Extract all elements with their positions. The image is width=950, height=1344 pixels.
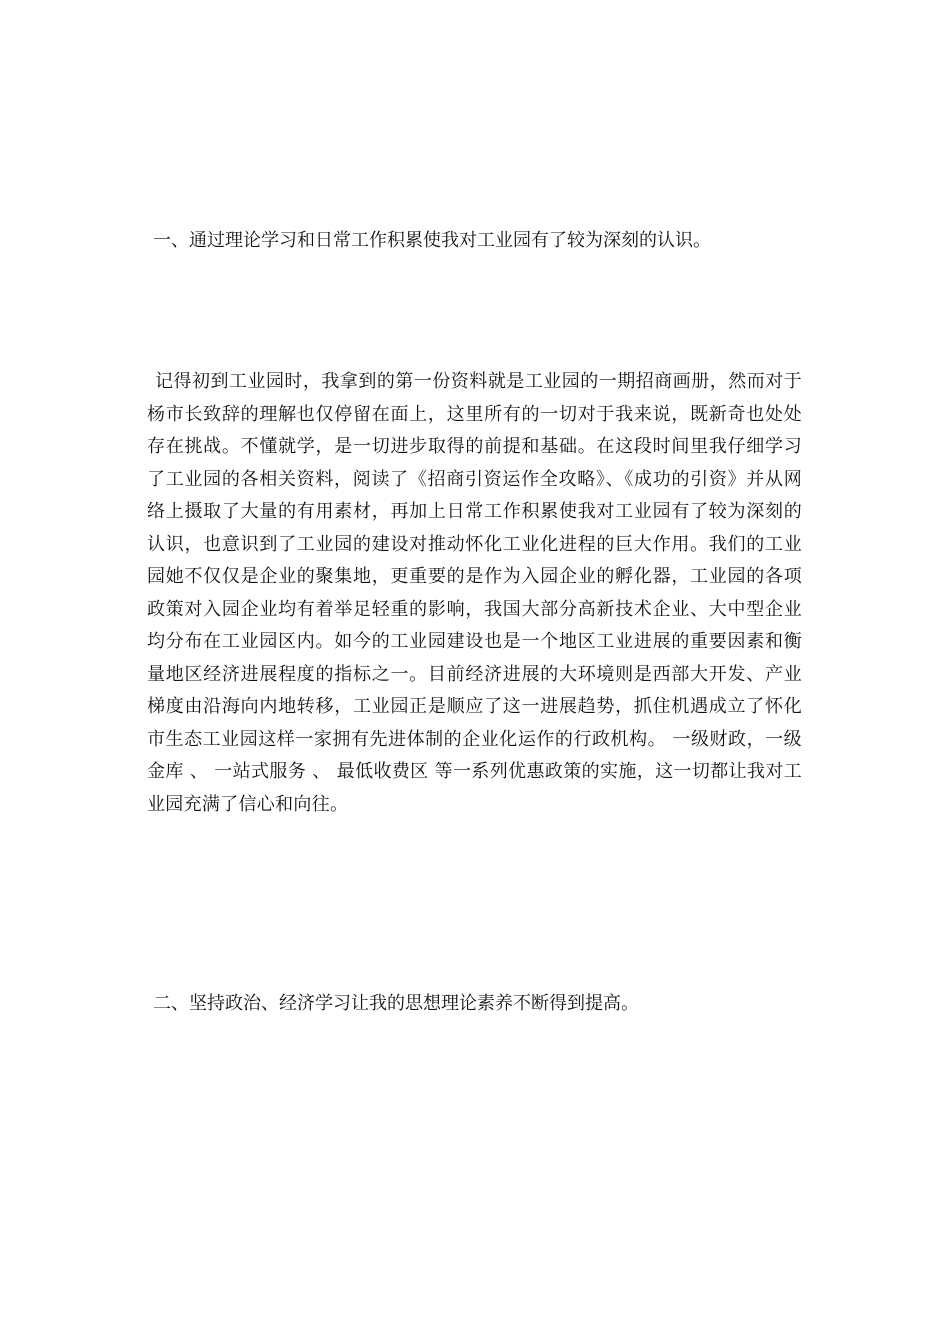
body-paragraph-1: 记得初到工业园时，我拿到的第一份资料就是工业园的一期招商画册，然而对于杨市长致辞的理解也仅停留在面上，这里所有的一切对于我来说，既新奇也处处存在挑战。不懂就学，是一切进步取得的前提和基础。在这段时间里我仔细学习了工业园的各相关资料，阅读了《招商引资运作全攻略》、《成功的引资》并从网络上摄取了大量的有用素材，再加上日常工作积累使我对工业园有了较为深刻的认识，也意识到了工业园的建设对推动怀化工业化进程的巨大作用。我们的工业园她不仅仅是企业的聚集地，更重要的是作为入园企业的孵化器，工业园的各项政策对入园企业均有着举足轻重的影响，我国大部分高新技术企业、大中型企业均分布在工业园区内。如今的工业园建设也是一个地区工业进展的重要因素和衡量地区经济进展程度的指标之一。目前经济进展的大环境则是西部大开发、产业梯度由沿海向内地转移，工业园正是顺应了这一进展趋势，抓住机遇成立了怀化市生态工业园这样一家拥有先进体制的企业化运作的行政机构。 一级财政，一级金库 、 一站式服务 、 最低收费区 等一系列优惠政策的实施，这一切都让我对工业园充满了信心和向往。 xyxy=(147,371,802,815)
section-heading-2: 二、坚持政治、经济学习让我的思想理论素养不断得到提高。 xyxy=(153,993,639,1014)
section-heading-1: 一、通过理论学习和日常工作积累使我对工业园有了较为深刻的认识。 xyxy=(153,230,711,251)
